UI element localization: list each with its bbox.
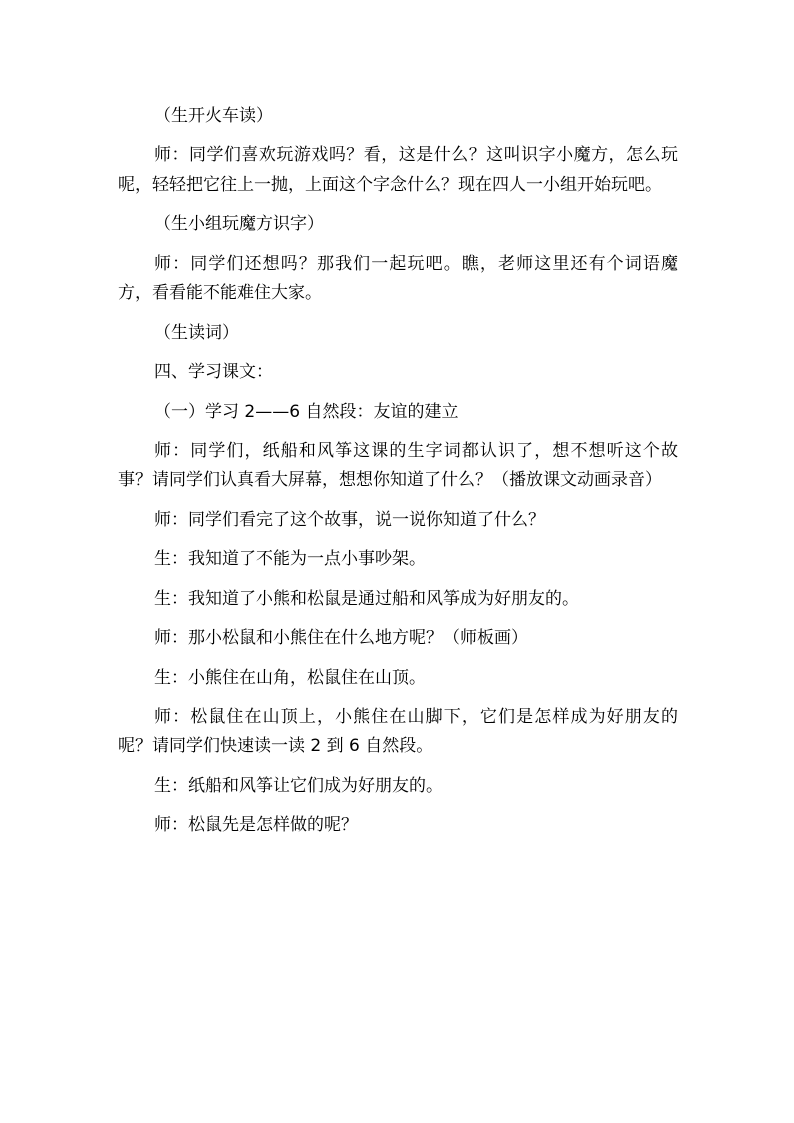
paragraph-16: 师：松鼠先是怎样做的呢？ <box>154 815 358 836</box>
paragraph-9: 师：同学们看完了这个故事，说一说你知道了什么？ <box>154 509 545 530</box>
paragraph-4: 师：同学们还想吗？那我们一起玩吧。瞧，老师这里还有个词语魔方，看看能不能难住大家。 <box>118 253 678 304</box>
paragraph-13: 生：小熊住在山角，松鼠住在山顶。 <box>154 667 426 688</box>
paragraph-5: （生读词） <box>154 322 239 343</box>
paragraph-8: 师：同学们，纸船和风筝这课的生字词都认识了，想不想听这个故事？请同学们认真看大屏幕，想想你知道了什么？（播放课文动画录音） <box>118 440 678 491</box>
paragraph-1: （生开火车读） <box>154 106 273 126</box>
paragraph-2: 师：同学们喜欢玩游戏吗？看，这是什么？这叫识字小魔方，怎么玩呢，轻轻把它往上一抛，上面这个字念什么？现在四人一小组开始玩吧。 <box>118 145 678 195</box>
paragraph-3: （生小组玩魔方识字） <box>154 214 324 235</box>
paragraph-11: 生：我知道了小熊和松鼠是通过船和风筝成为好朋友的。 <box>154 588 579 609</box>
paragraph-12: 师：那小松鼠和小熊住在什么地方呢？（师板画） <box>154 628 528 649</box>
paragraph-10: 生：我知道了不能为一点小事吵架。 <box>154 549 426 570</box>
subsection-heading: （一）学习 2——6 自然段：友谊的建立 <box>154 401 459 422</box>
document-body <box>118 102 678 841</box>
paragraph-14: 师：松鼠住在山顶上，小熊住在山脚下，它们是怎样成为好朋友的呢？请同学们快速读一读 2 到 6 自然段。 <box>118 707 678 757</box>
paragraph-15: 生：纸船和风筝让它们成为好朋友的。 <box>154 775 443 796</box>
section-heading: 四、学习课文： <box>154 362 273 383</box>
